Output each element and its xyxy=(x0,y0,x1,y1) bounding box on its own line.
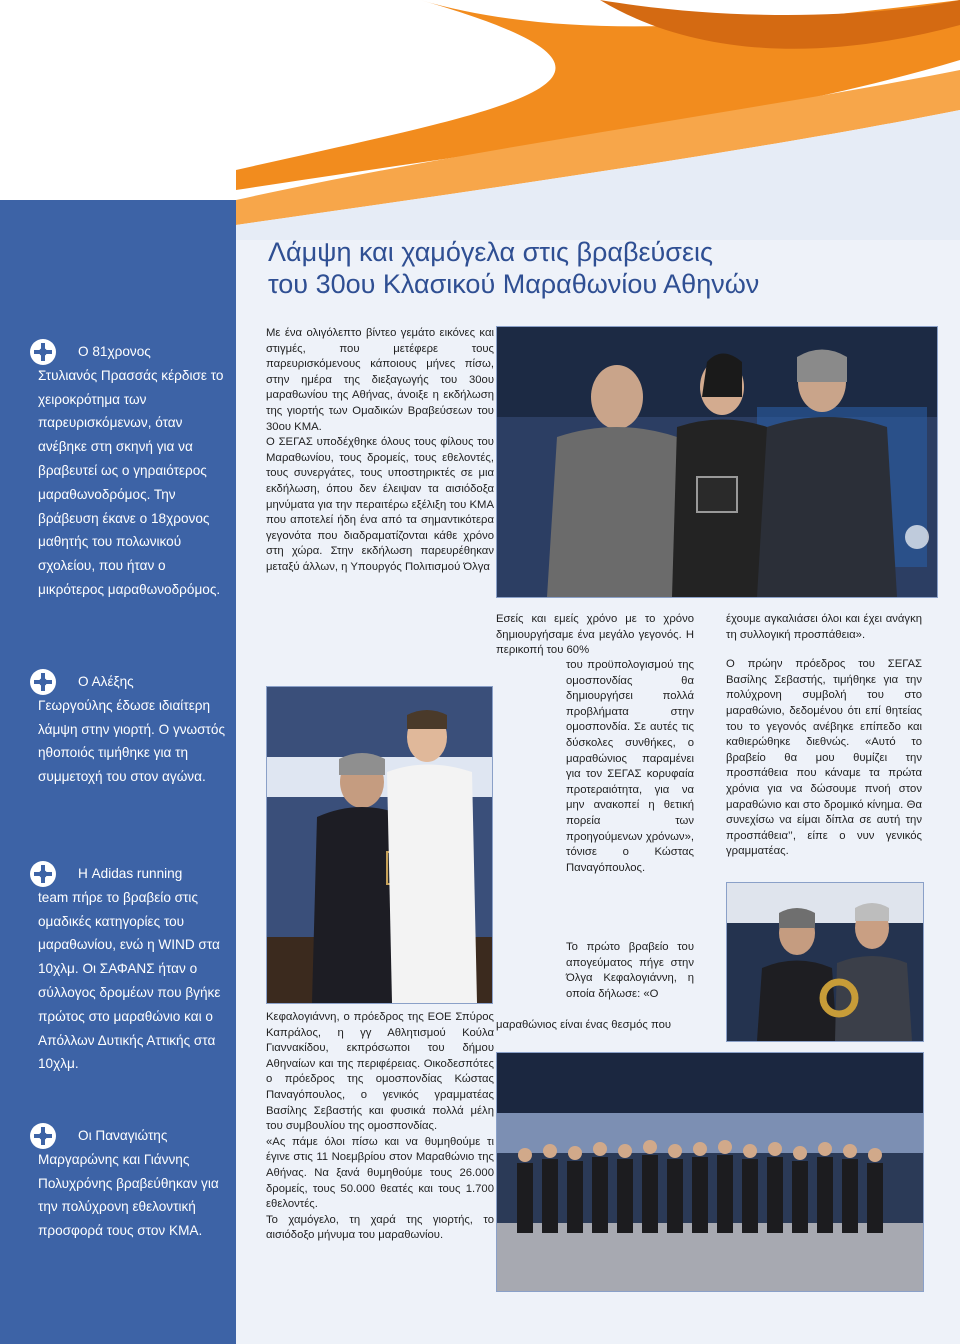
article-col2-paragraph-c: Το πρώτο βραβείο του απογεύματος πήγε στην Όλγα Κεφαλογιάννη, η οποία δήλωσε: «Ο xyxy=(566,941,694,1000)
article-col3-paragraph-b: Ο πρώην πρόεδρος του ΣΕΓΑΣ Βασίλης Σεβαστής, τιμήθηκε για την πολύχρονη συμβολή του στο μαραθώνιο, δεδομένου ότι επί θητείας του το γεγονός ανέβηκε επίπεδο και καθιερώθηκε διεθνώς. «Αυτό το βραβείο θα μου θυμίζει την προσπάθεια που κάναμε τα πρώτα χρόνια για να δώσουμε πνοή στον μαραθώνιο και στο δρομικό κίνημα. Θα συνεχίσω να είμαι δίπλα σε αυτή την προσπάθεια’’, είπε ο νυν γενικός γραμματέας. xyxy=(726,658,922,858)
sega-runner-logo-icon xyxy=(28,1121,58,1151)
article-col2-paragraph-b: του προϋπολογισμού της ομοσπονδίας θα δημιουργήσει πολλά προβλήματα στην ομοσπονδία. Σε αυτές τις δύσκολες συνθήκες, ο μαραθώνιος παραμένει για τον ΣΕΓΑΣ κορυφαία προτεραιότητα, για να μην ανακοπεί η θετική πορεία των προηγούμενων χρόνων», τόνισε ο Κώστας Παναγόπουλος. xyxy=(566,659,694,874)
group-photo xyxy=(496,1052,924,1292)
sidebar-item-2 xyxy=(38,670,226,789)
sidebar-item-3-text: team πήρε το βραβείο στις ομαδικές κατηγορίες του μαραθωνίου, ενώ η WIND στα 10χλμ. Οι ΣΑΦΑΝΣ ήταν ο σύλλογος δρομέων που βγήκε πρώτος στο μαραθώνιο και ο Απόλλων Δυτικής Αττικής στα 10χλμ. xyxy=(38,889,221,1072)
article-col3-paragraph-a: έχουμε αγκαλιάσει όλοι και έχει ανάγκη τη συλλογική προσπάθεια». xyxy=(726,613,922,641)
sidebar-item-1-text: Στυλιανός Πρασσάς κέρδισε το χειροκρότημα των παρευρισκόμενων, όταν ανέβηκε στη σκηνή για να βραβευτεί ως ο γηραιότερος μαραθωνοδρόμος. Την βράβευση έκανε ο 18χρονος μαθητής του πολωνικού σχολείου, που ήταν ο μικρότερος μαραθωνοδρόμος. xyxy=(38,367,224,597)
title-line-2: του 30ου Κλασικού Μαραθωνίου Αθηνών xyxy=(268,269,760,299)
sidebar-item-2-lead: Ο Αλέξης xyxy=(78,674,134,689)
sidebar-item-3-lead: Η Adidas running xyxy=(78,866,183,881)
article-column-1-bottom xyxy=(266,1010,494,1244)
two-men-with-plaque-photo xyxy=(266,686,493,1004)
sidebar-item-1-lead: Ο 81χρονος xyxy=(78,344,151,359)
article-closing-paragraph: Το χαμόγελο, τη χαρά της γιορτής, το αισιόδοξο μήνυμα του μαραθωνίου. xyxy=(266,1213,494,1242)
sega-runner-logo-icon xyxy=(28,859,58,889)
sidebar-item-4-text: Μαργαρώνης και Γιάννης Πολυχρόνης βραβεύθηκαν για την πολύχρονη εθελοντική προσφορά τους στον ΚΜΑ. xyxy=(38,1151,219,1239)
article-intro-paragraph: Με ένα ολιγόλεπτο βίντεο γεμάτο εικόνες και στιγμές, που μετέφερε τους παρευρισκόμενους κάποιους μήνες πίσω, στην ημέρα της διεξαγωγής του 30ου μαραθωνίου της Αθήνας, άνοιξε η εκδήλωση της γιορτής των Ομαδικών Βραβεύσεων του 30ου ΚΜΑ. xyxy=(266,327,494,433)
article-column-2d xyxy=(496,1018,694,1034)
article-column-2c xyxy=(566,940,694,1002)
article-column-3 xyxy=(726,612,922,860)
article-guests-paragraph: Κεφαλογιάννη, ο πρόεδρος της ΕΟΕ Σπύρος Καπράλος, η γγ Αθλητισμού Κούλα Γιαννακίδου, εκπρόσωποι του δήμου Αθηναίων και της περιφέρειας. Οικοδεσπότες ο πρόεδρος της ομοσπονδίας Κώστας Παναγόπουλος, ο γενικός γραμματέας Βασίλης Σεβαστής και φυσικά πολλά μέλη του συμβουλίου της ομοσπονδίας. xyxy=(266,1011,494,1133)
title-line-1: Λάμψη και χαμόγελα στις βραβεύσεις xyxy=(268,237,713,267)
sidebar-item-2-text: Γεωργούλης έδωσε ιδιαίτερη λάμψη στην γιορτή. Ο γνωστός ηθοποιός τιμήθηκε για τη συμμετοχή του στον αγώνα. xyxy=(38,697,226,785)
article-column-2 xyxy=(496,612,694,659)
sidebar-item-4 xyxy=(38,1124,226,1243)
sidebar-item-4-lead: Οι Παναγιώτης xyxy=(78,1128,168,1143)
award-ceremony-photo xyxy=(496,326,938,598)
article-quote-paragraph: «Ας πάμε όλοι πίσω και να θυμηθούμε τι έγινε στις 11 Νοεμβρίου στον Μαραθώνιο της Αθήνας. Να ξανά θυμηθούμε τους 26.000 δρομείς, τους 50.000 θεατές και τους 1.700 εθελοντές. xyxy=(266,1135,494,1211)
article-column-1-top xyxy=(266,326,494,576)
sega-runner-logo-icon xyxy=(28,667,58,697)
sidebar-item-1 xyxy=(38,340,226,602)
article-sega-paragraph: Ο ΣΕΓΑΣ υποδέχθηκε όλους τους φίλους του Μαραθωνίου, τους δρομείς, τους εθελοντές, τους συνεργάτες, τους υποστηρικτές σε μια εκδήλωση, όπου δεν έλειψαν τα αισιόδοξα μηνύματα για την περαιτέρω εξέλιξη του ΚΜΑ που αποτελεί ήδη ένα από τα σημαντικότερα γεγονότα που διαδραματίζονται κάθε χρόνο στη χώρα. Στην εκδήλωση παρευρέθηκαν μεταξύ άλλων, η Υπουργός Πολιτισμού Όλγα xyxy=(266,436,494,573)
sidebar-item-3 xyxy=(38,862,226,1076)
sega-runner-logo-icon xyxy=(28,337,58,367)
article-title xyxy=(268,236,928,300)
men-with-trophy-photo xyxy=(726,882,924,1042)
article-col2-paragraph-d: μαραθώνιος είναι ένας θεσμός που xyxy=(496,1019,672,1031)
article-col2-paragraph-a: Εσείς και εμείς χρόνο με το χρόνο δημιουργήσαμε ένα μεγάλο γεγονός. Η περικοπή του 60% xyxy=(496,613,694,657)
article-column-2b xyxy=(566,658,694,876)
